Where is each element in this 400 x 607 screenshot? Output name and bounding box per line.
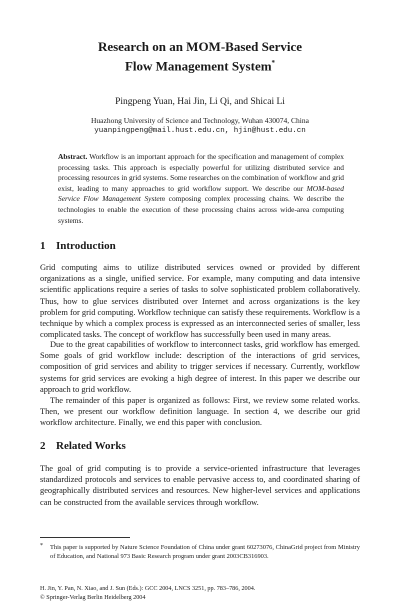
affiliation-block xyxy=(0,116,400,136)
affiliation: Huazhong University of Science and Technology, Wuhan 430074, China xyxy=(91,116,309,125)
section-heading-related-works xyxy=(40,440,126,452)
section-number: 2 xyxy=(40,440,46,452)
copyright-line: © Springer-Verlag Berlin Heidelberg 2004 xyxy=(40,593,146,601)
abstract-label: Abstract. xyxy=(58,152,88,161)
footnote-rule xyxy=(40,537,130,538)
intro-paragraph-1: Grid computing aims to utilize distributed services owned or provided by different organizations as a single, unified service. For example, many computing and data intensive scientific applications require a series of tasks to solve sophisticated problem collaboratively. Thus, how to glue services distributed over Internet and across organizations is the key problem for grid computing. Workflow technique can satisfy these requirements. Workflow is a technique by which a complex process is expressed as an interconnected series of smaller, less complicated tasks. The concept of workflow has successfully been used in many areas. xyxy=(40,263,360,340)
section-title: Related Works xyxy=(56,440,126,452)
publication-info xyxy=(40,585,360,602)
related-works-paragraph-1: The goal of grid computing is to provide a service-oriented infrastructure that leverages standardized protocols and services to enable pervasive access to, and coordinated sharing of geographically distributed services and resources. New higher-level services and applications can be constructed from the available services through workflow. xyxy=(40,464,360,507)
title-footnote-mark: * xyxy=(271,59,276,67)
intro-paragraph-2: Due to the great capabilities of workflow to interconnect tasks, grid workflow has emerged. Some goals of grid workflow include: description of the interactions of grid services, composition of grid services and ability to trigger services if necessary. Currently, workflow systems for grid services are evoking a high degree of interest. In this paper we describe our approach to grid workflow. xyxy=(40,340,360,394)
abstract-text-2: composing complex processing chains. We describe the technologies to enable the execution of these processing chains across wide-area computing systems. xyxy=(58,194,344,225)
author-list: Pingpeng Yuan, Hai Jin, Li Qi, and Shicai Li xyxy=(115,97,285,107)
title-line-2-text: Flow Management System xyxy=(124,58,272,74)
section-heading-introduction xyxy=(40,240,116,252)
citation-line: H. Jin, Y. Pan, N. Xiao, and J. Sun (Eds.): GCC 2004, LNCS 3251, pp. 783–786, 2004. xyxy=(40,585,256,592)
footnote-mark: * xyxy=(40,543,43,549)
intro-paragraph-3: The remainder of this paper is organized as follows: First, we review some related works. Then, we present our workflow definition language. In section 4, we describe our grid workflow architecture. Finally, we end this paper with conclusion. xyxy=(40,396,360,428)
abstract-system-name: MOM-based Service Flow Management System xyxy=(58,183,344,204)
footnote xyxy=(40,543,360,561)
abstract-text-1: Workflow is an important approach for the specification and management of complex processing tasks. This approach is especially powerful for utilizing distributed service and processing resources in grid systems. Some researches on the combination of workflow and grid exist, leading to many approaches to grid workflow support. We describe our xyxy=(58,152,344,193)
paper-title xyxy=(0,38,400,74)
footnote-text: This paper is supported by Nature Science Foundation of China under grant 60273076, ChinaGrid project from Ministry of Education, and National 973 Basic Research program under grant 2003CB316903. xyxy=(50,544,360,560)
section-number: 1 xyxy=(40,240,46,252)
author-emails: yuanpingpeng@mail.hust.edu.cn, hjin@hust.edu.cn xyxy=(94,127,306,135)
title-line-2 xyxy=(0,55,400,74)
title-line-1: Research on an MOM-Based Service xyxy=(97,39,303,54)
abstract xyxy=(58,152,344,226)
section-title: Introduction xyxy=(56,240,116,252)
